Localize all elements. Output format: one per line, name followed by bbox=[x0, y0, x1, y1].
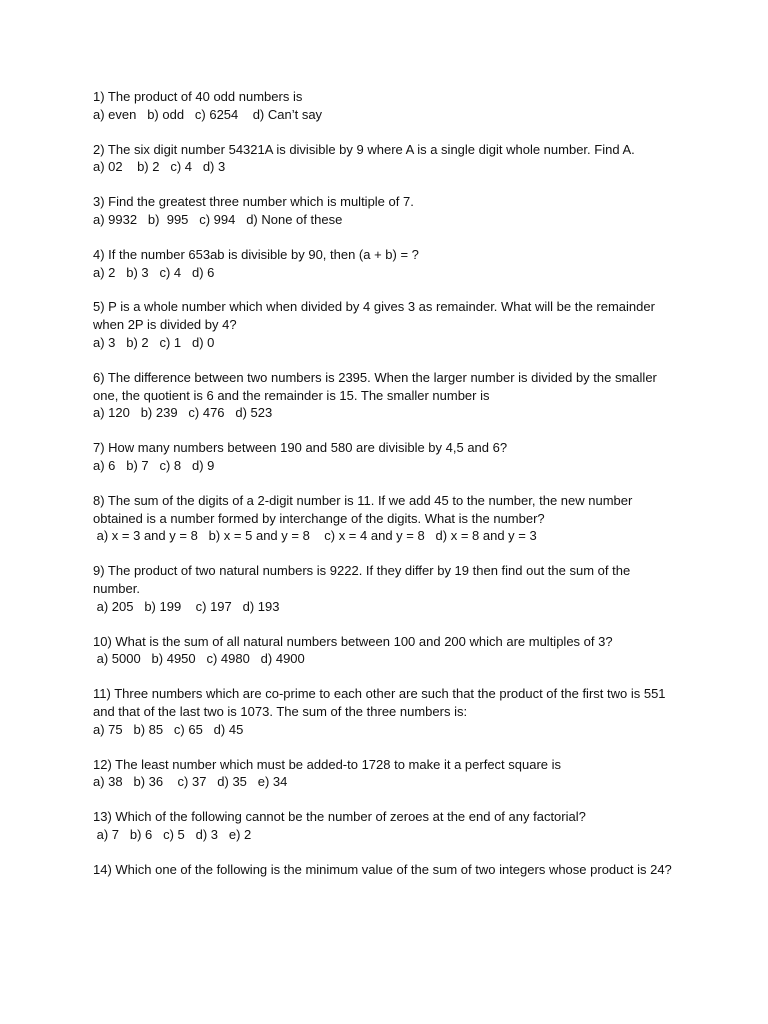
question-text: 3) Find the greatest three number which is multiple of 7. bbox=[93, 194, 414, 210]
question-6 bbox=[93, 369, 673, 422]
question-text: 10) What is the sum of all natural numbers between 100 and 200 which are multiples of 3? bbox=[93, 633, 613, 649]
question-9 bbox=[93, 562, 673, 615]
answer-options: a) 205 b) 199 c) 197 d) 193 bbox=[93, 598, 280, 614]
answer-options: a) 7 b) 6 c) 5 d) 3 e) 2 bbox=[93, 826, 252, 842]
answer-options: a) 5000 b) 4950 c) 4980 d) 4900 bbox=[93, 651, 305, 667]
question-text: 9) The product of two natural numbers is 9222. If they differ by 19 then find out the sum of the number. bbox=[93, 563, 634, 596]
answer-options: a) x = 3 and y = 8 b) x = 5 and y = 8 c) x = 4 and y = 8 d) x = 8 and y = 3 bbox=[93, 528, 537, 544]
question-text: 6) The difference between two numbers is 2395. When the larger number is divided by the smaller one, the quotient is 6 and the remainder is 15. The smaller number is bbox=[93, 369, 661, 403]
answer-options: a) 9932 b) 995 c) 994 d) None of these bbox=[93, 211, 343, 227]
question-text: 7) How many numbers between 190 and 580 are divisible by 4,5 and 6? bbox=[93, 440, 508, 456]
question-10 bbox=[93, 633, 673, 669]
question-4 bbox=[93, 246, 673, 282]
question-text: 11) Three numbers which are co-prime to each other are such that the product of the first two is 551 and that of the last two is 1073. The sum of the three numbers is: bbox=[93, 686, 670, 719]
question-11 bbox=[93, 685, 673, 738]
question-text: 12) The least number which must be added-to 1728 to make it a perfect square is bbox=[93, 756, 562, 772]
question-text: 8) The sum of the digits of a 2-digit number is 11. If we add 45 to the number, the new number obtained is a number formed by interchange of the digits. What is the number? bbox=[93, 492, 636, 526]
question-13 bbox=[93, 808, 673, 844]
question-1 bbox=[93, 88, 673, 124]
answer-options: a) 120 b) 239 c) 476 d) 523 bbox=[93, 405, 273, 421]
answer-options: a) 38 b) 36 c) 37 d) 35 e) 34 bbox=[93, 774, 288, 790]
question-5 bbox=[93, 298, 673, 351]
question-text: 4) If the number 653ab is divisible by 90, then (a + b) = ? bbox=[93, 246, 419, 262]
answer-options: a) 3 b) 2 c) 1 d) 0 bbox=[93, 334, 215, 350]
question-14 bbox=[93, 861, 673, 879]
answer-options: a) 6 b) 7 c) 8 d) 9 bbox=[93, 457, 215, 473]
answer-options: a) 75 b) 85 c) 65 d) 45 bbox=[93, 721, 244, 737]
question-text: 2) The six digit number 54321A is divisible by 9 where A is a single digit whole number. Find A. bbox=[93, 141, 635, 157]
question-text: 14) Which one of the following is the minimum value of the sum of two integers whose product is 24? bbox=[93, 861, 672, 877]
question-7 bbox=[93, 439, 673, 475]
question-2 bbox=[93, 141, 673, 177]
answer-options: a) 02 b) 2 c) 4 d) 3 bbox=[93, 159, 226, 175]
question-text: 13) Which of the following cannot be the number of zeroes at the end of any factorial? bbox=[93, 809, 586, 825]
question-3 bbox=[93, 193, 673, 229]
question-text: 5) P is a whole number which when divided by 4 gives 3 as remainder. What will be the remainder when 2P is divided by 4? bbox=[93, 299, 659, 333]
worksheet bbox=[93, 88, 673, 896]
question-8 bbox=[93, 492, 673, 545]
answer-options: a) even b) odd c) 6254 d) Can’t say bbox=[93, 106, 323, 122]
question-12 bbox=[93, 756, 673, 792]
question-text: 1) The product of 40 odd numbers is bbox=[93, 89, 303, 104]
answer-options: a) 2 b) 3 c) 4 d) 6 bbox=[93, 264, 215, 280]
